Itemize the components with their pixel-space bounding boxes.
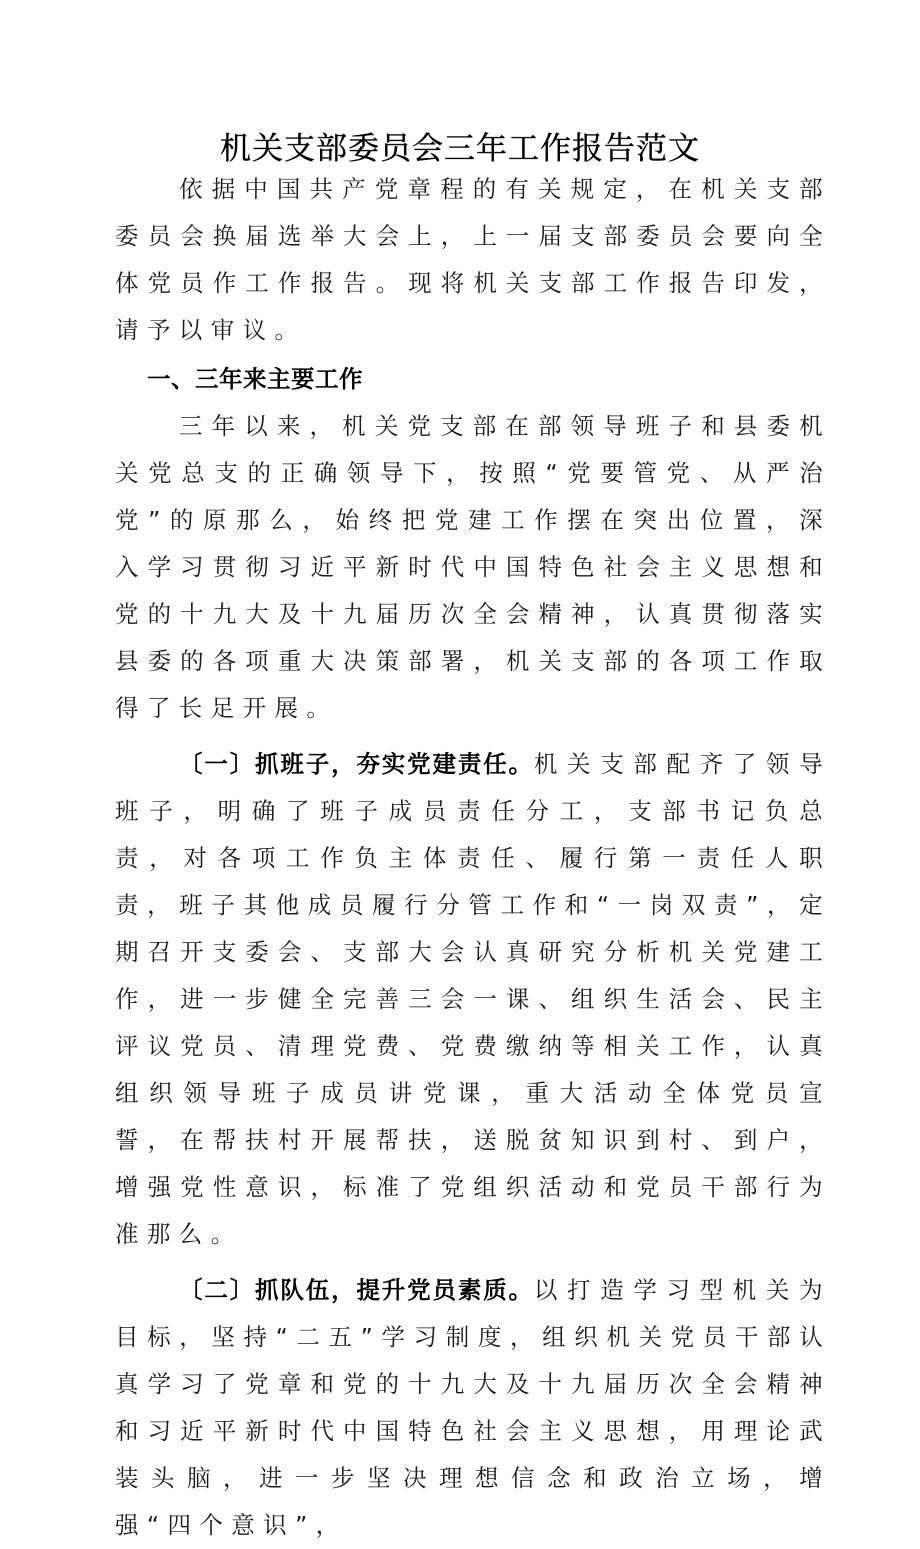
document-body — [115, 166, 831, 1549]
document-title: 机关支部委员会三年工作报告范文 — [220, 130, 700, 167]
item-lead-2: 〔二〕抓队伍，提升党员素质。 — [179, 1276, 534, 1304]
item-paragraph-1 — [115, 741, 831, 1258]
item-text-1: 机关支部配齐了领导班子，明确了班子成员责任分工，支部书记负总责，对各项工作负主体责任、履行第一责任人职责，班子其他成员履行分管工作和“一岗双责”，定期召开支委会、支部大会认真研究分析机关党建工作，进一步健全完善三会一课、组织生活会、民主评议党员、清理党费、党费缴纳等相关工作，认真组织领导班子成员讲党课，重大活动全体党员宣誓，在帮扶村开展帮扶，送脱贫知识到村、到户，增强党性意识，标准了党组织活动和党员干部行为准那么。 — [115, 750, 831, 1248]
section-summary-paragraph: 三年以来，机关党支部在部领导班子和县委机关党总支的正确领导下，按照“党要管党、从严治党”的原那么，始终把党建工作摆在突出位置，深入学习贯彻习近平新时代中国特色社会主义思想和党的十九大及十九届历次全会精神，认真贯彻落实县委的各项重大决策部署，机关支部的各项工作取得了长足开展。 — [115, 412, 831, 722]
item-paragraph-2 — [115, 1267, 831, 1549]
section-heading: 一、三年来主要工作 — [147, 365, 363, 393]
intro-paragraph: 依据中国共产党章程的有关规定，在机关支部委员会换届选举大会上，上一届支部委员会要向全体党员作工作报告。现将机关支部工作报告印发，请予以审议。 — [115, 175, 831, 344]
item-text-2: 以打造学习型机关为目标，坚持“二五”学习制度，组织机关党员干部认真学习了党章和党的十九大及十九届历次全会精神和习近平新时代中国特色社会主义思想，用理论武装头脑，进一步坚决理想信念和政治立场，增强“四个意识”， — [115, 1276, 831, 1539]
item-lead-1: 〔一〕抓班子，夯实党建责任。 — [179, 750, 534, 778]
